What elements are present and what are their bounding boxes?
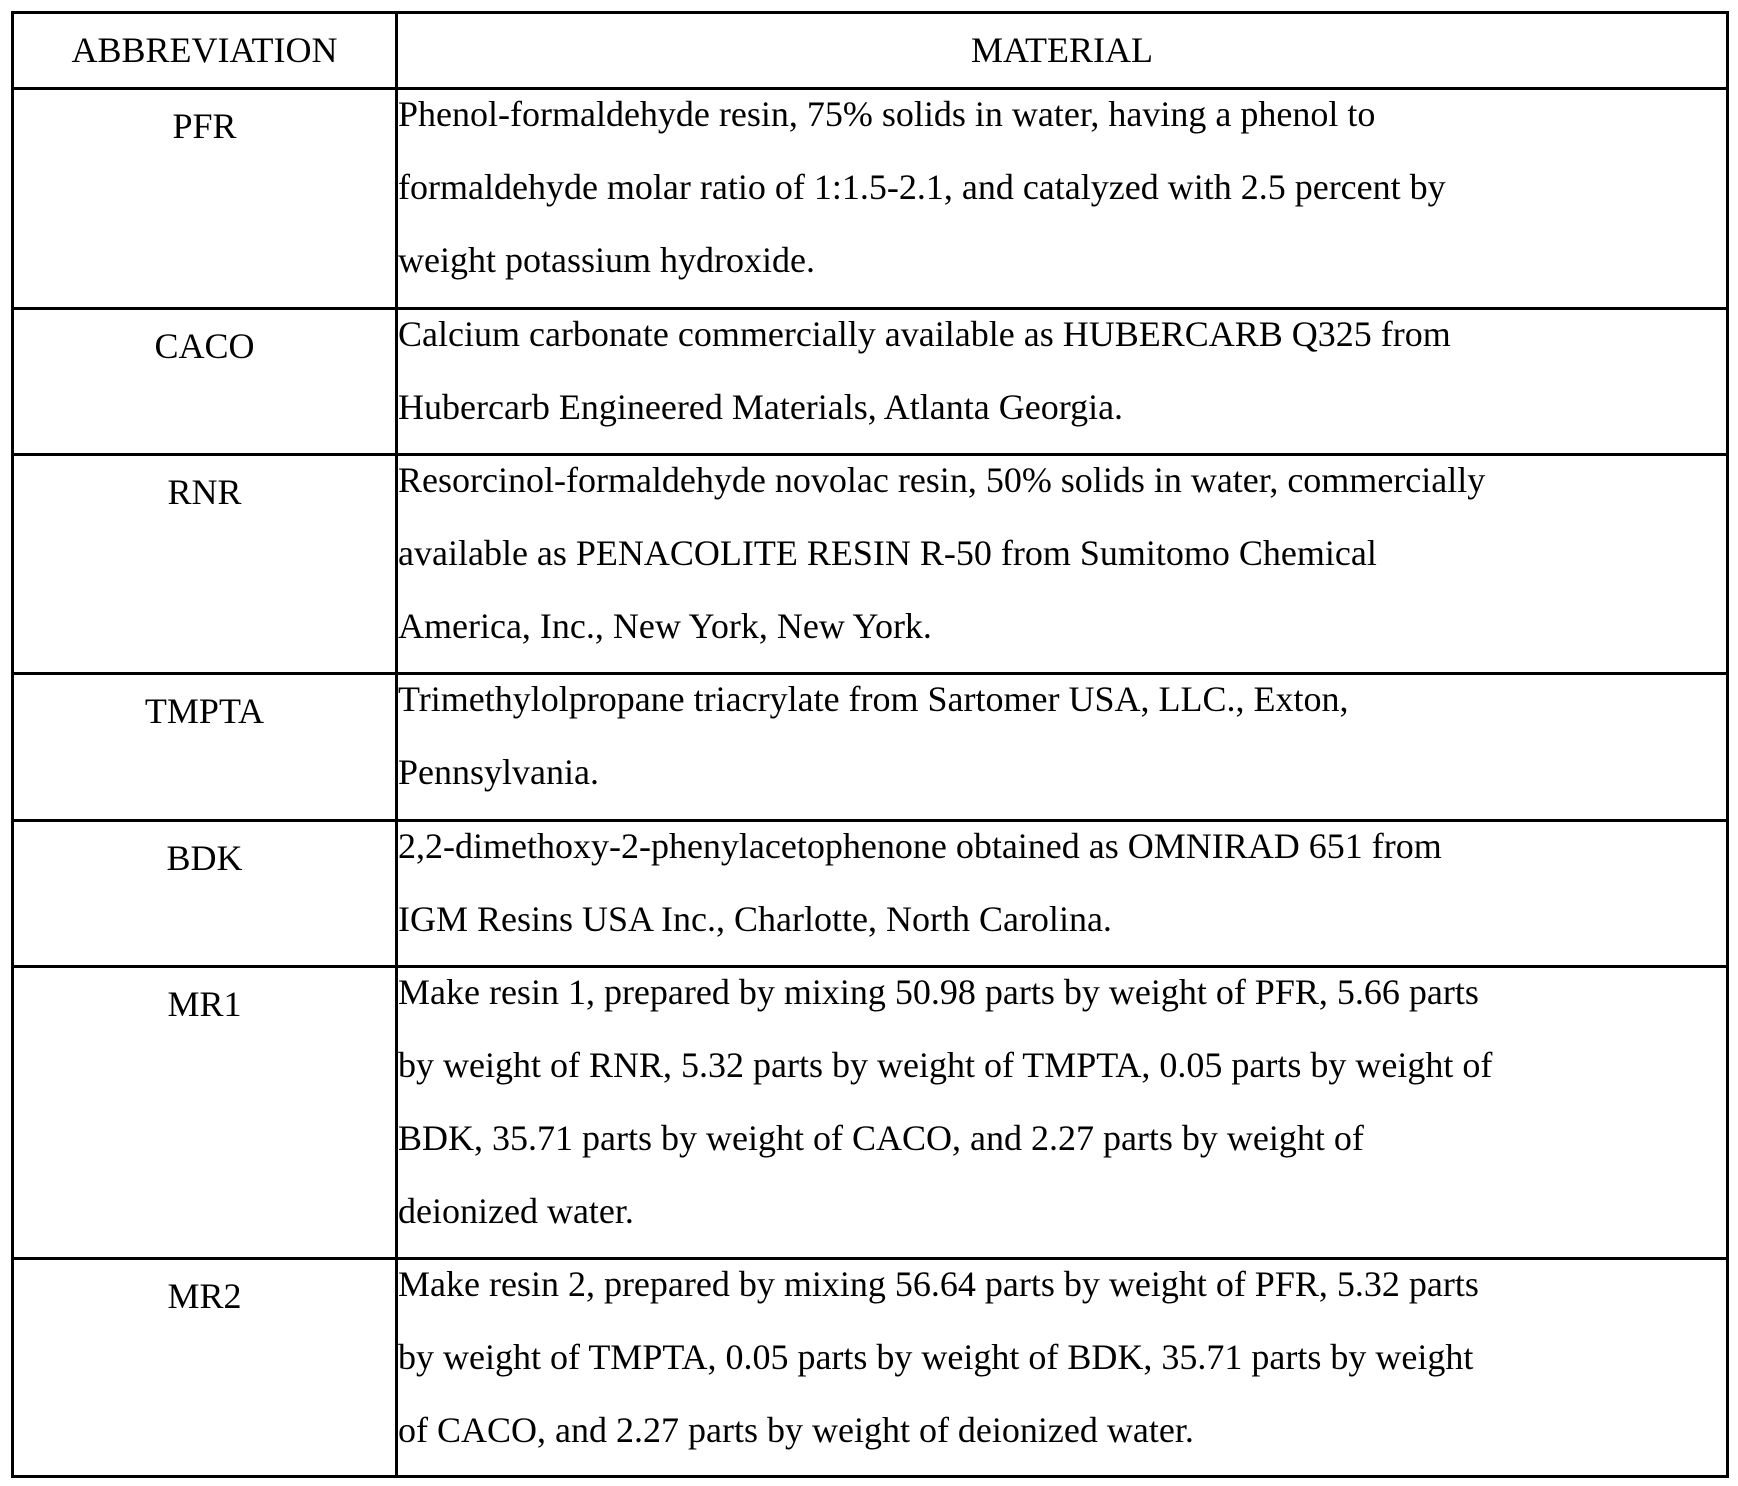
material-text-line: America, Inc., New York, New York. (398, 606, 932, 646)
material-cell (397, 89, 1728, 309)
table-row (13, 967, 1728, 1259)
table-row (13, 674, 1728, 821)
abbreviation-cell: TMPTA (13, 674, 397, 821)
abbreviation-material-table (11, 11, 1729, 1478)
material-text-line: by weight of TMPTA, 0.05 parts by weight of BDK, 35.71 parts by weight (398, 1337, 1474, 1377)
material-text-line: Resorcinol-formaldehyde novolac resin, 50% solids in water, commercially (398, 460, 1486, 500)
abbreviation-cell: PFR (13, 89, 397, 309)
table-row (13, 821, 1728, 967)
table-row (13, 309, 1728, 455)
material-text-line: 2,2-dimethoxy-2-phenylacetophenone obtained as OMNIRAD 651 from (398, 826, 1442, 866)
material-cell (397, 455, 1728, 674)
material-cell (397, 821, 1728, 967)
abbreviation-cell: BDK (13, 821, 397, 967)
material-text-line: Make resin 2, prepared by mixing 56.64 parts by weight of PFR, 5.32 parts (398, 1264, 1479, 1304)
abbreviation-cell: MR1 (13, 967, 397, 1259)
column-header-material: MATERIAL (397, 13, 1728, 89)
material-text-line: of CACO, and 2.27 parts by weight of deionized water. (398, 1410, 1194, 1450)
column-header-abbreviation: ABBREVIATION (13, 13, 397, 89)
table-row (13, 89, 1728, 309)
material-text-line: Phenol-formaldehyde resin, 75% solids in water, having a phenol to (398, 94, 1376, 134)
material-text-line: IGM Resins USA Inc., Charlotte, North Carolina. (398, 899, 1112, 939)
material-text-line: Calcium carbonate commercially available as HUBERCARB Q325 from (398, 314, 1451, 354)
material-cell (397, 674, 1728, 821)
material-text-line: deionized water. (398, 1191, 634, 1231)
material-text-line: available as PENACOLITE RESIN R-50 from Sumitomo Chemical (398, 533, 1377, 573)
material-text-line: Trimethylolpropane triacrylate from Sartomer USA, LLC., Exton, (398, 679, 1349, 719)
abbreviation-cell: RNR (13, 455, 397, 674)
abbreviation-cell: CACO (13, 309, 397, 455)
table-row (13, 1259, 1728, 1477)
material-text-line: formaldehyde molar ratio of 1:1.5-2.1, and catalyzed with 2.5 percent by (398, 167, 1446, 207)
material-cell (397, 1259, 1728, 1477)
material-text-line: by weight of RNR, 5.32 parts by weight of TMPTA, 0.05 parts by weight of (398, 1045, 1493, 1085)
material-text-line: Hubercarb Engineered Materials, Atlanta Georgia. (398, 387, 1124, 427)
table-row (13, 455, 1728, 674)
material-text-line: Pennsylvania. (398, 752, 599, 792)
material-text-line: weight potassium hydroxide. (398, 240, 815, 280)
material-cell (397, 309, 1728, 455)
material-text-line: BDK, 35.71 parts by weight of CACO, and 2.27 parts by weight of (398, 1118, 1364, 1158)
material-cell (397, 967, 1728, 1259)
material-text-line: Make resin 1, prepared by mixing 50.98 parts by weight of PFR, 5.66 parts (398, 972, 1479, 1012)
abbreviation-cell: MR2 (13, 1259, 397, 1477)
